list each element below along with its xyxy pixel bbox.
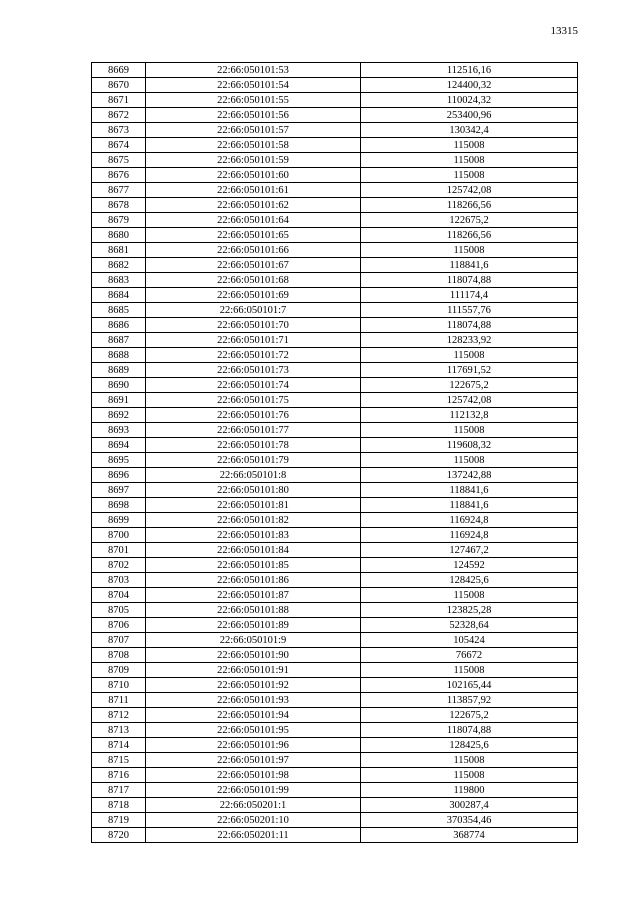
- cadastral-number-cell: 22:66:050101:99: [146, 783, 361, 798]
- row-number-cell: 8671: [92, 93, 146, 108]
- value-cell: 111557,76: [361, 303, 578, 318]
- cadastral-number-cell: 22:66:050101:59: [146, 153, 361, 168]
- row-number-cell: 8700: [92, 528, 146, 543]
- table-row: [92, 168, 578, 183]
- data-table: [91, 62, 578, 843]
- row-number-cell: 8713: [92, 723, 146, 738]
- table-row: [92, 273, 578, 288]
- table-body: [92, 63, 578, 843]
- cadastral-number-cell: 22:66:050101:53: [146, 63, 361, 78]
- table-row: [92, 558, 578, 573]
- value-cell: 116924,8: [361, 513, 578, 528]
- table-row: [92, 798, 578, 813]
- value-cell: 115008: [361, 138, 578, 153]
- cadastral-number-cell: 22:66:050101:74: [146, 378, 361, 393]
- value-cell: 110024,32: [361, 93, 578, 108]
- table-row: [92, 543, 578, 558]
- cadastral-number-cell: 22:66:050101:76: [146, 408, 361, 423]
- cadastral-number-cell: 22:66:050101:75: [146, 393, 361, 408]
- cadastral-number-cell: 22:66:050101:90: [146, 648, 361, 663]
- row-number-cell: 8705: [92, 603, 146, 618]
- cadastral-number-cell: 22:66:050101:58: [146, 138, 361, 153]
- value-cell: 115008: [361, 243, 578, 258]
- cadastral-number-cell: 22:66:050101:77: [146, 423, 361, 438]
- table-row: [92, 378, 578, 393]
- value-cell: 118266,56: [361, 228, 578, 243]
- cadastral-number-cell: 22:66:050101:65: [146, 228, 361, 243]
- value-cell: 115008: [361, 588, 578, 603]
- table-row: [92, 648, 578, 663]
- row-number-cell: 8679: [92, 213, 146, 228]
- table-row: [92, 483, 578, 498]
- table-row: [92, 213, 578, 228]
- row-number-cell: 8704: [92, 588, 146, 603]
- row-number-cell: 8710: [92, 678, 146, 693]
- cadastral-number-cell: 22:66:050201:11: [146, 828, 361, 843]
- row-number-cell: 8715: [92, 753, 146, 768]
- cadastral-number-cell: 22:66:050101:60: [146, 168, 361, 183]
- table-row: [92, 138, 578, 153]
- row-number-cell: 8678: [92, 198, 146, 213]
- row-number-cell: 8720: [92, 828, 146, 843]
- row-number-cell: 8709: [92, 663, 146, 678]
- cadastral-number-cell: 22:66:050101:85: [146, 558, 361, 573]
- table-row: [92, 753, 578, 768]
- table-row: [92, 243, 578, 258]
- value-cell: 115008: [361, 453, 578, 468]
- row-number-cell: 8687: [92, 333, 146, 348]
- row-number-cell: 8695: [92, 453, 146, 468]
- cadastral-number-cell: 22:66:050101:55: [146, 93, 361, 108]
- cadastral-number-cell: 22:66:050101:97: [146, 753, 361, 768]
- table-row: [92, 78, 578, 93]
- row-number-cell: 8703: [92, 573, 146, 588]
- value-cell: 102165,44: [361, 678, 578, 693]
- row-number-cell: 8675: [92, 153, 146, 168]
- value-cell: 112516,16: [361, 63, 578, 78]
- cadastral-number-cell: 22:66:050101:87: [146, 588, 361, 603]
- value-cell: 119608,32: [361, 438, 578, 453]
- row-number-cell: 8673: [92, 123, 146, 138]
- value-cell: 370354,46: [361, 813, 578, 828]
- table-row: [92, 588, 578, 603]
- row-number-cell: 8714: [92, 738, 146, 753]
- row-number-cell: 8689: [92, 363, 146, 378]
- value-cell: 116924,8: [361, 528, 578, 543]
- row-number-cell: 8701: [92, 543, 146, 558]
- row-number-cell: 8682: [92, 258, 146, 273]
- table-row: [92, 108, 578, 123]
- cadastral-number-cell: 22:66:050101:61: [146, 183, 361, 198]
- row-number-cell: 8685: [92, 303, 146, 318]
- cadastral-number-cell: 22:66:050101:83: [146, 528, 361, 543]
- row-number-cell: 8707: [92, 633, 146, 648]
- value-cell: 115008: [361, 768, 578, 783]
- value-cell: 118074,88: [361, 318, 578, 333]
- value-cell: 127467,2: [361, 543, 578, 558]
- cadastral-number-cell: 22:66:050101:9: [146, 633, 361, 648]
- table-row: [92, 708, 578, 723]
- row-number-cell: 8681: [92, 243, 146, 258]
- row-number-cell: 8694: [92, 438, 146, 453]
- row-number-cell: 8717: [92, 783, 146, 798]
- page-number: 13315: [550, 25, 578, 37]
- value-cell: 105424: [361, 633, 578, 648]
- value-cell: 124592: [361, 558, 578, 573]
- table-row: [92, 198, 578, 213]
- cadastral-number-cell: 22:66:050101:57: [146, 123, 361, 138]
- cadastral-number-cell: 22:66:050101:8: [146, 468, 361, 483]
- row-number-cell: 8672: [92, 108, 146, 123]
- cadastral-number-cell: 22:66:050101:79: [146, 453, 361, 468]
- cadastral-number-cell: 22:66:050101:7: [146, 303, 361, 318]
- value-cell: 122675,2: [361, 708, 578, 723]
- row-number-cell: 8708: [92, 648, 146, 663]
- row-number-cell: 8683: [92, 273, 146, 288]
- value-cell: 115008: [361, 753, 578, 768]
- cadastral-number-cell: 22:66:050101:66: [146, 243, 361, 258]
- row-number-cell: 8693: [92, 423, 146, 438]
- row-number-cell: 8702: [92, 558, 146, 573]
- cadastral-number-cell: 22:66:050101:64: [146, 213, 361, 228]
- row-number-cell: 8696: [92, 468, 146, 483]
- value-cell: 130342,4: [361, 123, 578, 138]
- value-cell: 117691,52: [361, 363, 578, 378]
- value-cell: 128425,6: [361, 573, 578, 588]
- value-cell: 128233,92: [361, 333, 578, 348]
- table-row: [92, 468, 578, 483]
- cadastral-number-cell: 22:66:050101:54: [146, 78, 361, 93]
- table-row: [92, 318, 578, 333]
- cadastral-number-cell: 22:66:050101:73: [146, 363, 361, 378]
- cadastral-number-cell: 22:66:050101:88: [146, 603, 361, 618]
- cadastral-number-cell: 22:66:050101:93: [146, 693, 361, 708]
- table-row: [92, 363, 578, 378]
- value-cell: 118074,88: [361, 273, 578, 288]
- table-row: [92, 633, 578, 648]
- value-cell: 115008: [361, 423, 578, 438]
- table-row: [92, 768, 578, 783]
- cadastral-number-cell: 22:66:050201:1: [146, 798, 361, 813]
- table-row: [92, 828, 578, 843]
- cadastral-number-cell: 22:66:050101:72: [146, 348, 361, 363]
- row-number-cell: 8698: [92, 498, 146, 513]
- value-cell: 118841,6: [361, 498, 578, 513]
- value-cell: 118074,88: [361, 723, 578, 738]
- table-row: [92, 513, 578, 528]
- row-number-cell: 8699: [92, 513, 146, 528]
- table-row: [92, 573, 578, 588]
- row-number-cell: 8686: [92, 318, 146, 333]
- cadastral-number-cell: 22:66:050101:95: [146, 723, 361, 738]
- row-number-cell: 8706: [92, 618, 146, 633]
- cadastral-number-cell: 22:66:050101:94: [146, 708, 361, 723]
- row-number-cell: 8669: [92, 63, 146, 78]
- cadastral-number-cell: 22:66:050101:68: [146, 273, 361, 288]
- row-number-cell: 8691: [92, 393, 146, 408]
- value-cell: 125742,08: [361, 393, 578, 408]
- table-row: [92, 333, 578, 348]
- value-cell: 115008: [361, 153, 578, 168]
- row-number-cell: 8677: [92, 183, 146, 198]
- cadastral-number-cell: 22:66:050101:86: [146, 573, 361, 588]
- cadastral-number-cell: 22:66:050101:78: [146, 438, 361, 453]
- cadastral-number-cell: 22:66:050101:62: [146, 198, 361, 213]
- cadastral-number-cell: 22:66:050101:84: [146, 543, 361, 558]
- table-row: [92, 663, 578, 678]
- cadastral-number-cell: 22:66:050201:10: [146, 813, 361, 828]
- cadastral-number-cell: 22:66:050101:91: [146, 663, 361, 678]
- value-cell: 118841,6: [361, 483, 578, 498]
- cadastral-number-cell: 22:66:050101:67: [146, 258, 361, 273]
- value-cell: 300287,4: [361, 798, 578, 813]
- table-row: [92, 393, 578, 408]
- value-cell: 113857,92: [361, 693, 578, 708]
- row-number-cell: 8697: [92, 483, 146, 498]
- cadastral-number-cell: 22:66:050101:96: [146, 738, 361, 753]
- table-row: [92, 738, 578, 753]
- value-cell: 115008: [361, 168, 578, 183]
- cadastral-number-cell: 22:66:050101:89: [146, 618, 361, 633]
- table-row: [92, 678, 578, 693]
- value-cell: 115008: [361, 663, 578, 678]
- table-row: [92, 438, 578, 453]
- value-cell: 52328,64: [361, 618, 578, 633]
- table-row: [92, 123, 578, 138]
- row-number-cell: 8692: [92, 408, 146, 423]
- table-row: [92, 498, 578, 513]
- value-cell: 115008: [361, 348, 578, 363]
- value-cell: 119800: [361, 783, 578, 798]
- value-cell: 128425,6: [361, 738, 578, 753]
- value-cell: 118266,56: [361, 198, 578, 213]
- table-row: [92, 723, 578, 738]
- row-number-cell: 8674: [92, 138, 146, 153]
- table-row: [92, 63, 578, 78]
- table-row: [92, 228, 578, 243]
- row-number-cell: 8684: [92, 288, 146, 303]
- value-cell: 76672: [361, 648, 578, 663]
- cadastral-number-cell: 22:66:050101:80: [146, 483, 361, 498]
- value-cell: 118841,6: [361, 258, 578, 273]
- table-row: [92, 783, 578, 798]
- table-row: [92, 303, 578, 318]
- value-cell: 111174,4: [361, 288, 578, 303]
- table-row: [92, 453, 578, 468]
- row-number-cell: 8711: [92, 693, 146, 708]
- row-number-cell: 8719: [92, 813, 146, 828]
- row-number-cell: 8690: [92, 378, 146, 393]
- row-number-cell: 8670: [92, 78, 146, 93]
- row-number-cell: 8688: [92, 348, 146, 363]
- cadastral-number-cell: 22:66:050101:70: [146, 318, 361, 333]
- cadastral-number-cell: 22:66:050101:92: [146, 678, 361, 693]
- row-number-cell: 8680: [92, 228, 146, 243]
- cadastral-number-cell: 22:66:050101:71: [146, 333, 361, 348]
- table-row: [92, 153, 578, 168]
- table-row: [92, 288, 578, 303]
- value-cell: 112132,8: [361, 408, 578, 423]
- value-cell: 137242,88: [361, 468, 578, 483]
- table-row: [92, 813, 578, 828]
- row-number-cell: 8676: [92, 168, 146, 183]
- table-row: [92, 93, 578, 108]
- value-cell: 123825,28: [361, 603, 578, 618]
- cadastral-number-cell: 22:66:050101:69: [146, 288, 361, 303]
- row-number-cell: 8718: [92, 798, 146, 813]
- value-cell: 125742,08: [361, 183, 578, 198]
- value-cell: 122675,2: [361, 378, 578, 393]
- value-cell: 124400,32: [361, 78, 578, 93]
- table-row: [92, 348, 578, 363]
- table-row: [92, 183, 578, 198]
- value-cell: 253400,96: [361, 108, 578, 123]
- table-row: [92, 258, 578, 273]
- table-row: [92, 603, 578, 618]
- row-number-cell: 8716: [92, 768, 146, 783]
- table-row: [92, 408, 578, 423]
- table-row: [92, 423, 578, 438]
- table-row: [92, 618, 578, 633]
- value-cell: 368774: [361, 828, 578, 843]
- cadastral-number-cell: 22:66:050101:82: [146, 513, 361, 528]
- cadastral-number-cell: 22:66:050101:56: [146, 108, 361, 123]
- cadastral-number-cell: 22:66:050101:81: [146, 498, 361, 513]
- table-row: [92, 528, 578, 543]
- cadastral-number-cell: 22:66:050101:98: [146, 768, 361, 783]
- row-number-cell: 8712: [92, 708, 146, 723]
- table-row: [92, 693, 578, 708]
- value-cell: 122675,2: [361, 213, 578, 228]
